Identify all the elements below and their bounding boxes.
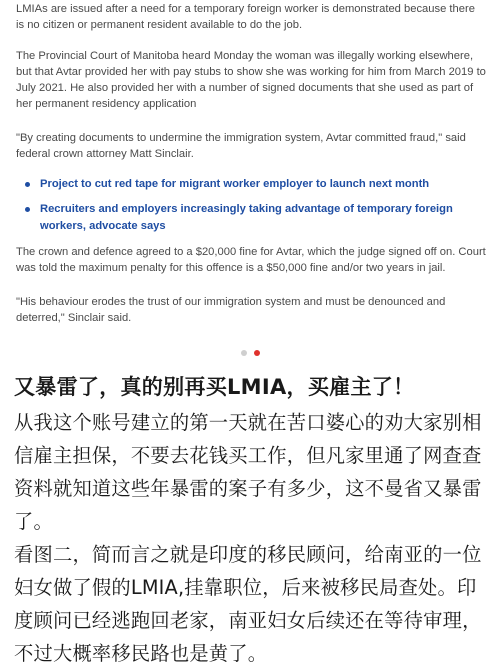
bullet-icon bbox=[25, 182, 30, 187]
article-paragraph: LMIAs are issued after a need for a temporary foreign worker is demonstrated because there is no citizen or permanent resident available to do the job. bbox=[16, 3, 475, 31]
article-quote-paragraph: "By creating documents to undermine the immigration system, Avtar committed fraud," said federal crown attorney Matt Sinclair. bbox=[16, 132, 466, 160]
post-paragraph: 看图二，简而言之就是印度的移民顾问，给南亚的一位妇女做了假的LMIA,挂靠职位，后来被移民局查处。印度顾问已经逃跑回老家，南亚妇女后续还在等待审理，不过大概率移民路也是黄了。 bbox=[14, 543, 482, 665]
bullet-icon bbox=[25, 207, 30, 212]
carousel-indicator bbox=[0, 350, 500, 356]
related-links-list bbox=[18, 176, 478, 243]
post-paragraph: 从我这个账号建立的第一天就在苦口婆心的劝大家别相信雇主担保，不要去花钱买工作，但凡家里通了网查查资料就知道这些年暴雷的案子有多少，这不曼省又暴雷了。 bbox=[14, 411, 482, 533]
post-title: 又暴雷了，真的别再买LMIA，买雇主了！ bbox=[14, 375, 415, 399]
article-paragraph: The crown and defence agreed to a $20,000 fine for Avtar, which the judge signed off on. Court was told the maximum penalty for this offence is a $50,000 fine and/or two years in jail. bbox=[16, 246, 486, 274]
related-link-label: Project to cut red tape for migrant worker employer to launch next month bbox=[40, 178, 430, 190]
related-link-label: Recruiters and employers increasingly taking advantage of temporary foreign workers, advocate says bbox=[40, 203, 453, 232]
article-quote-paragraph: "His behaviour erodes the trust of our immigration system and must be denounced and deterred," Sinclair said. bbox=[16, 296, 446, 324]
article-paragraph: The Provincial Court of Manitoba heard Monday the woman was illegally working elsewhere, but that Avtar provided her with pay stubs to show she was working for him from March 2019 to July 2021. He also provided her with a number of signed documents that she used as part of her permanent residency application bbox=[16, 50, 486, 110]
carousel-dot[interactable] bbox=[254, 350, 260, 356]
related-link[interactable] bbox=[18, 176, 478, 193]
related-link[interactable] bbox=[18, 201, 478, 235]
carousel-dot[interactable] bbox=[241, 350, 247, 356]
